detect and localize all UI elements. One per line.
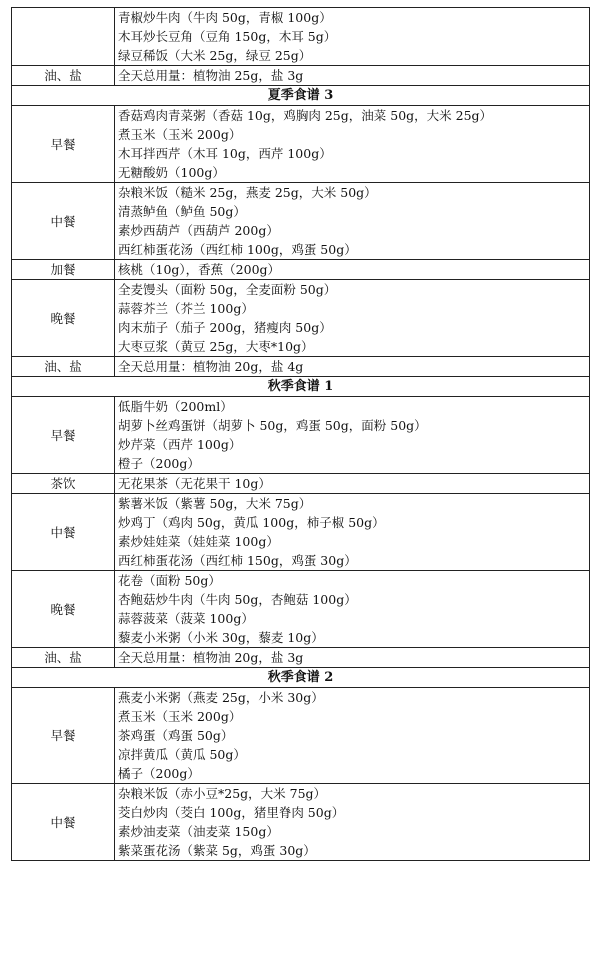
- dish-item: 素炒西葫芦（西葫芦 200g）: [118, 223, 279, 238]
- dish-item: 木耳拌西芹（木耳 10g，西芹 100g）: [118, 146, 332, 161]
- meal-label: 早餐: [12, 397, 115, 474]
- meal-label: 晚餐: [12, 280, 115, 357]
- dish-item: 核桃（10g），香蕉（200g）: [118, 262, 281, 277]
- dish-item: 西红柿蛋花汤（西红柿 100g，鸡蛋 50g）: [118, 242, 357, 257]
- meal-row: [12, 474, 590, 494]
- meal-label: 油、盐: [12, 648, 115, 668]
- dish-item: 青椒炒牛肉（牛肉 50g，青椒 100g）: [118, 10, 332, 25]
- dish-list: [115, 8, 590, 66]
- meal-row: [12, 494, 590, 571]
- dish-item: 橙子（200g）: [118, 456, 200, 471]
- meal-label: 中餐: [12, 183, 115, 260]
- dish-item: 全麦馒头（面粉 50g，全麦面粉 50g）: [118, 282, 337, 297]
- dish-list: [115, 571, 590, 648]
- dish-item: 西红柿蛋花汤（西红柿 150g，鸡蛋 30g）: [118, 553, 357, 568]
- dish-item: 花卷（面粉 50g）: [118, 573, 221, 588]
- dish-list: [115, 260, 590, 280]
- meal-label: [12, 8, 115, 66]
- dish-item: 橘子（200g）: [118, 766, 200, 781]
- dish-item: 胡萝卜丝鸡蛋饼（胡萝卜 50g，鸡蛋 50g，面粉 50g）: [118, 418, 427, 433]
- dish-item: 木耳炒长豆角（豆角 150g，木耳 5g）: [118, 29, 337, 44]
- section-header-row: [12, 668, 590, 688]
- dish-item: 杏鲍菇炒牛肉（牛肉 50g，杏鲍菇 100g）: [118, 592, 357, 607]
- section-title: 秋季食谱 2: [12, 668, 590, 688]
- dish-item: 全天总用量：植物油 25g，盐 3g: [118, 68, 304, 83]
- meal-row: [12, 106, 590, 183]
- meal-row: [12, 8, 590, 66]
- dish-item: 素炒油麦菜（油麦菜 150g）: [118, 824, 279, 839]
- meal-row: [12, 784, 590, 861]
- meal-label: 早餐: [12, 688, 115, 784]
- diet-menu-table: [11, 7, 590, 861]
- dish-list: [115, 397, 590, 474]
- dish-item: 清蒸鲈鱼（鲈鱼 50g）: [118, 204, 246, 219]
- dish-list: [115, 66, 590, 86]
- dish-item: 素炒娃娃菜（娃娃菜 100g）: [118, 534, 279, 549]
- dish-list: [115, 784, 590, 861]
- section-title: 秋季食谱 1: [12, 377, 590, 397]
- dish-list: [115, 280, 590, 357]
- dish-item: 杂粮米饭（糙米 25g，燕麦 25g，大米 50g）: [118, 185, 377, 200]
- dish-item: 煮玉米（玉米 200g）: [118, 127, 242, 142]
- meal-row: [12, 648, 590, 668]
- meal-row: [12, 66, 590, 86]
- dish-item: 香菇鸡肉青菜粥（香菇 10g，鸡胸肉 25g，油菜 50g，大米 25g）: [118, 108, 493, 123]
- dish-list: [115, 106, 590, 183]
- dish-item: 无花果茶（无花果干 10g）: [118, 476, 271, 491]
- dish-list: [115, 474, 590, 494]
- dish-item: 炒芹菜（西芹 100g）: [118, 437, 242, 452]
- meal-label: 早餐: [12, 106, 115, 183]
- dish-item: 全天总用量：植物油 20g，盐 4g: [118, 359, 304, 374]
- meal-row: [12, 183, 590, 260]
- dish-item: 全天总用量：植物油 20g，盐 3g: [118, 650, 304, 665]
- dish-item: 茭白炒肉（茭白 100g，猪里脊肉 50g）: [118, 805, 345, 820]
- meal-row: [12, 260, 590, 280]
- meal-label: 中餐: [12, 784, 115, 861]
- dish-item: 炒鸡丁（鸡肉 50g，黄瓜 100g，柿子椒 50g）: [118, 515, 385, 530]
- section-title: 夏季食谱 3: [12, 86, 590, 106]
- meal-row: [12, 571, 590, 648]
- meal-label: 茶饮: [12, 474, 115, 494]
- meal-row: [12, 280, 590, 357]
- section-header-row: [12, 377, 590, 397]
- meal-label: 油、盐: [12, 66, 115, 86]
- dish-item: 蒜蓉菠菜（菠菜 100g）: [118, 611, 254, 626]
- dish-item: 蒜蓉芥兰（芥兰 100g）: [118, 301, 254, 316]
- dish-item: 肉末茄子（茄子 200g，猪瘦肉 50g）: [118, 320, 332, 335]
- dish-list: [115, 183, 590, 260]
- meal-label: 加餐: [12, 260, 115, 280]
- dish-item: 杂粮米饭（赤小豆*25g，大米 75g）: [118, 786, 327, 801]
- dish-item: 茶鸡蛋（鸡蛋 50g）: [118, 728, 234, 743]
- dish-item: 紫菜蛋花汤（紫菜 5g，鸡蛋 30g）: [118, 843, 316, 858]
- meal-label: 晚餐: [12, 571, 115, 648]
- meal-row: [12, 688, 590, 784]
- dish-item: 燕麦小米粥（燕麦 25g，小米 30g）: [118, 690, 324, 705]
- dish-item: 低脂牛奶（200ml）: [118, 399, 233, 414]
- section-header-row: [12, 86, 590, 106]
- dish-item: 凉拌黄瓜（黄瓜 50g）: [118, 747, 246, 762]
- meal-row: [12, 397, 590, 474]
- dish-list: [115, 648, 590, 668]
- dish-item: 紫薯米饭（紫薯 50g，大米 75g）: [118, 496, 312, 511]
- dish-item: 藜麦小米粥（小米 30g，藜麦 10g）: [118, 630, 324, 645]
- dish-list: [115, 688, 590, 784]
- dish-item: 绿豆稀饭（大米 25g，绿豆 25g）: [118, 48, 312, 63]
- dish-item: 煮玉米（玉米 200g）: [118, 709, 242, 724]
- dish-item: 大枣豆浆（黄豆 25g，大枣*10g）: [118, 339, 314, 354]
- menu-body: [12, 8, 590, 861]
- meal-row: [12, 357, 590, 377]
- meal-label: 中餐: [12, 494, 115, 571]
- dish-list: [115, 494, 590, 571]
- meal-label: 油、盐: [12, 357, 115, 377]
- dish-item: 无糖酸奶（100g）: [118, 165, 225, 180]
- dish-list: [115, 357, 590, 377]
